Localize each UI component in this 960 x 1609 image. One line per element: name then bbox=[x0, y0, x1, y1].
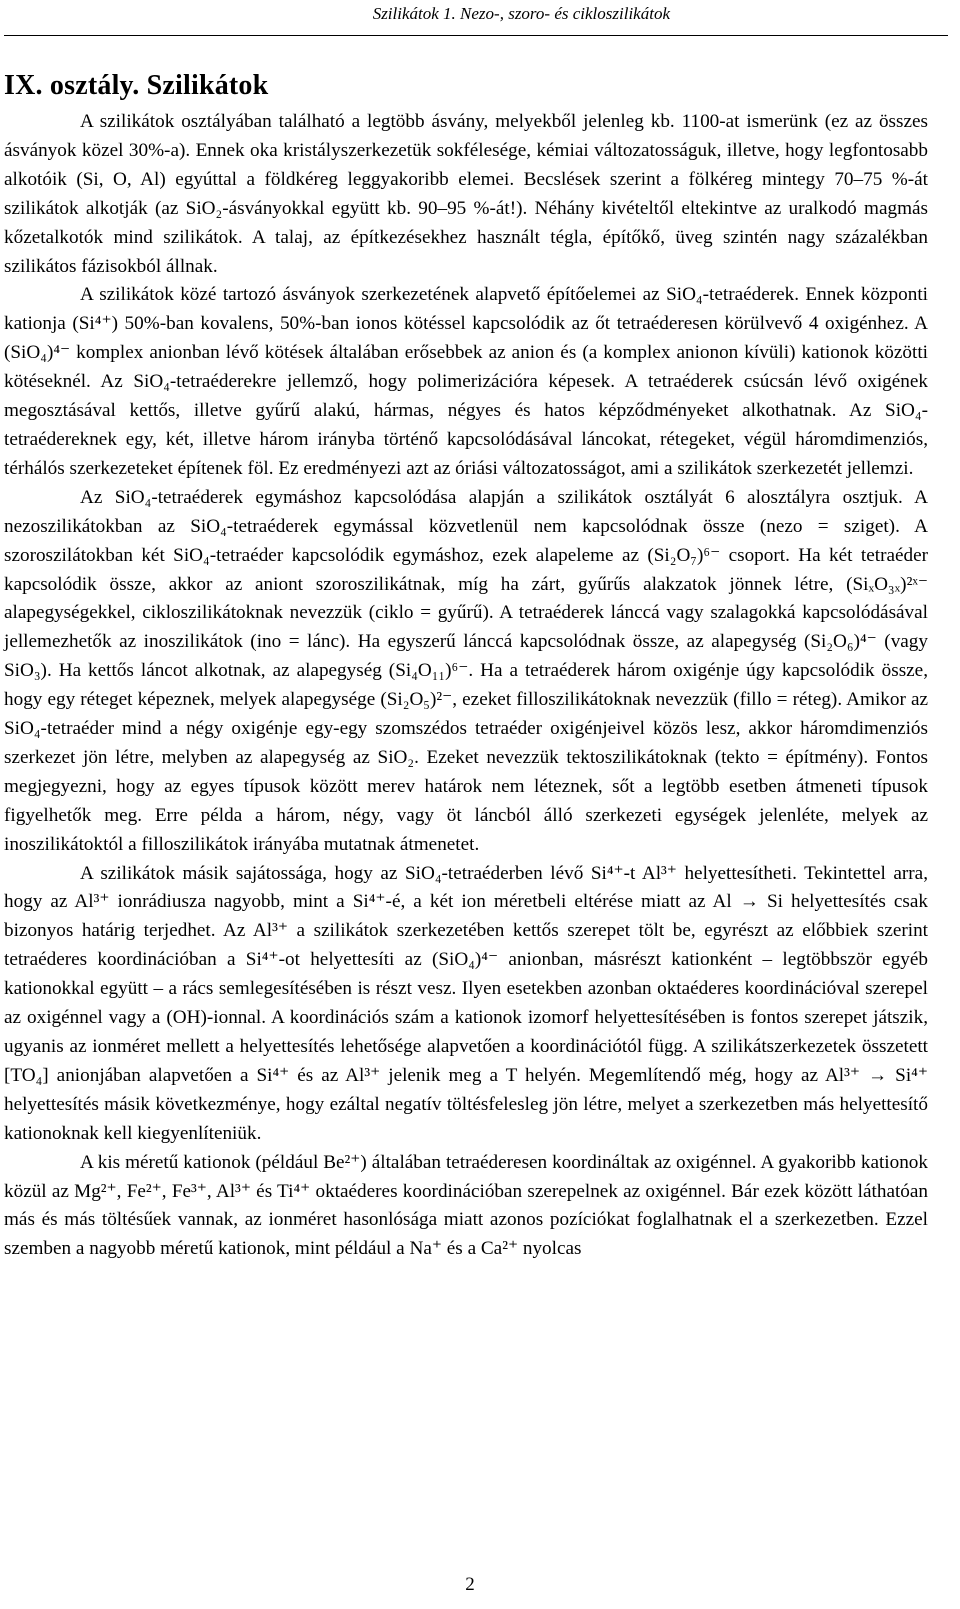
body-text bbox=[4, 108, 928, 1264]
page-number: 2 bbox=[465, 1574, 475, 1595]
paragraph-cations: A kis méretű kationok (például Be²⁺) általában tetraéderesen koordináltak az oxigénnel. A gyakoribb kationok közül az Mg²⁺, Fe²⁺, Fe³⁺, Al³⁺ és Ti⁴⁺ oktaéderes koordinációban szerepelnek az oxigénnel. Bár ezek között láthatóan más és más töltésűek vannak, az ionméret hasonlósága miatt azonos pozíciókat foglalhatnak el a szerkezetben. Ezzel szemben a nagyobb méretű kationok, mint például a Na⁺ és a Ca²⁺ nyolcas bbox=[4, 1151, 928, 1260]
header-divider bbox=[4, 35, 948, 36]
chapter-title: IX. osztály. Szilikátok bbox=[4, 70, 269, 101]
paragraph-intro: A szilikátok osztályában található a legtöbb ásvány, melyekből jelenleg kb. 1100-at ismerünk (ez az összes ásványok közel 30%-a). Ennek oka kristályszerkezetük sokfélesége, kémiai változatosságuk, illetve, hogy legfontosabb alkotóik (Si, O, Al) egyúttal a földkéreg leggyakoribb elemei. Becslések szerint a fölkéreg mintegy 70–75 %-át szilikátok alkotják (az SiO₂-ásványokkal együtt kb. 90–95 %-át!). Néhány kivételtől eltekintve az uralkodó magmás kőzetalkotók mind szilikátok. A talaj, az építkezésekhez használt tégla, építőkő, üveg szintén nagy százalékban szilikátos fázisokból állnak. bbox=[4, 111, 928, 277]
paragraph-subclasses: Az SiO₄-tetraéderek egymáshoz kapcsolódása alapján a szilikátok osztályát 6 alosztályra osztjuk. A nezoszilikátokban az SiO₄-tetraéderek egymással közvetlenül nem kapcsolódnak össze (nezo = sziget). A szoroszilátokban két SiO₄-tetraéder kapcsolódik egymáshoz, ezek alapeleme az (Si₂O₇)⁶⁻ csoport. Ha két tetraéder kapcsolódik össze, akkor az aniont szoroszilikátnak, míg ha zárt, gyűrűs alakzatok jönnek létre, (SiₓO₃ₓ)²ˣ⁻ alapegységekkel, cikloszilikátoknak nevezzük (ciklo = gyűrű). A tetraéderek lánccá vagy szalagokká kapcsolódásával jellemezhetők az inoszilikátok (ino = lánc). Ha egyszerű lánccá kapcsolódnak össze, az alapegység (Si₂O₆)⁴⁻ (vagy SiO₃). Ha kettős láncot alkotnak, az alapegység (Si₄O₁₁)⁶⁻. Ha a tetraéderek három oxigénje úgy kapcsolódik össze, hogy egy réteget képeznek, melyek alapegysége (Si₂O₅)²⁻, ezeket filloszilikátoknak nevezzük (fillo = réteg). Amikor az SiO₄-tetraéder mind a négy oxigénje egy-egy szomszédos tetraéder oxigénjeivel közös lesz, akkor háromdimenziós szerkezet jön létre, melyben az alapegység az SiO₂. Ezeket nevezzük tektoszilikátoknak (tekto = építmény). Fontos megjegyezni, hogy az egyes típusok között merev határok nem léteznek, sőt a legtöbb esetben átmeneti típusok figyelhetők meg. Erre példa a három, négy, vagy öt láncból álló szerkezeti egységek jelenléte, melyek az inoszilikátoktól a filloszilikátok irányába mutatnak átmenetet. bbox=[4, 486, 928, 855]
running-header: Szilikátok 1. Nezo-, szoro- és cikloszilikátok bbox=[372, 4, 670, 23]
paragraph-tetrahedra: A szilikátok közé tartozó ásványok szerkezetének alapvető építőelemei az SiO₄-tetraéderek. Ennek központi kationja (Si⁴⁺) 50%-ban kovalens, 50%-ban ionos kötéssel kapcsolódik az őt tetraéderesen körülvevő 4 oxigénhez. A (SiO₄)⁴⁻ komplex anionban lévő kötések általában erősebbek az anion és (a komplex anionon kívüli) kationok közötti kötéseknél. Az SiO₄-tetraéderekre jellemző, hogy polimerizációra képesek. A tetraéderek csúcsán lévő oxigének megosztásával kettős, illetve gyűrű alakú, hármas, négyes és hatos képződményeket alkothatnak. Az SiO₄-tetraédereknek egy, két, illetve három irányba történő kapcsolódásával láncokat, rétegeket, végül háromdimenziós, térhálós szerkezeteket építenek föl. Ez eredményezi azt az óriási változatosságot, ami a szilikátok szerkezetét jellemzi. bbox=[4, 284, 928, 479]
paragraph-substitution: A szilikátok másik sajátossága, hogy az SiO₄-tetraéderben lévő Si⁴⁺-t Al³⁺ helyettesítheti. Tekintettel arra, hogy az Al³⁺ ionrádiusza nagyobb, mint a Si⁴⁺-é, a két ion méretbeli eltérése miatt az Al → Si helyettesítés csak bizonyos határig terjedhet. Az Al³⁺ a szilikátok szerkezetében kettős szerepet tölt be, egyrészt az előbbiek szerint tetraéderes koordinációban a Si⁴⁺-ot helyettesíti az (SiO₄)⁴⁻ anionban, másrészt kationként – legtöbbször egyéb kationokkal együtt – a rács semlegesítésében is részt vesz. Ilyen esetekben azonban oktaéderes koordinációval szerepel az oxigénnel vagy a (OH)-ionnal. A koordinációs szám a kationok izomorf helyettesítésében is fontos szerepet játszik, ugyanis az ionméret mellett a helyettesítés lehetősége alapvetően a koordinációtól függ. A szilikátszerkezetek összetett [TO₄] anionjában alapvetően a Si⁴⁺ és az Al³⁺ jelenik meg a T helyén. Megemlítendő még, hogy az Al³⁺ → Si⁴⁺ helyettesítés másik következménye, hogy ezáltal negatív töltésfelesleg jön létre, melyet a szerkezetben más helyettesítő kationoknak kell kiegyenlíteniük. bbox=[4, 862, 928, 1144]
